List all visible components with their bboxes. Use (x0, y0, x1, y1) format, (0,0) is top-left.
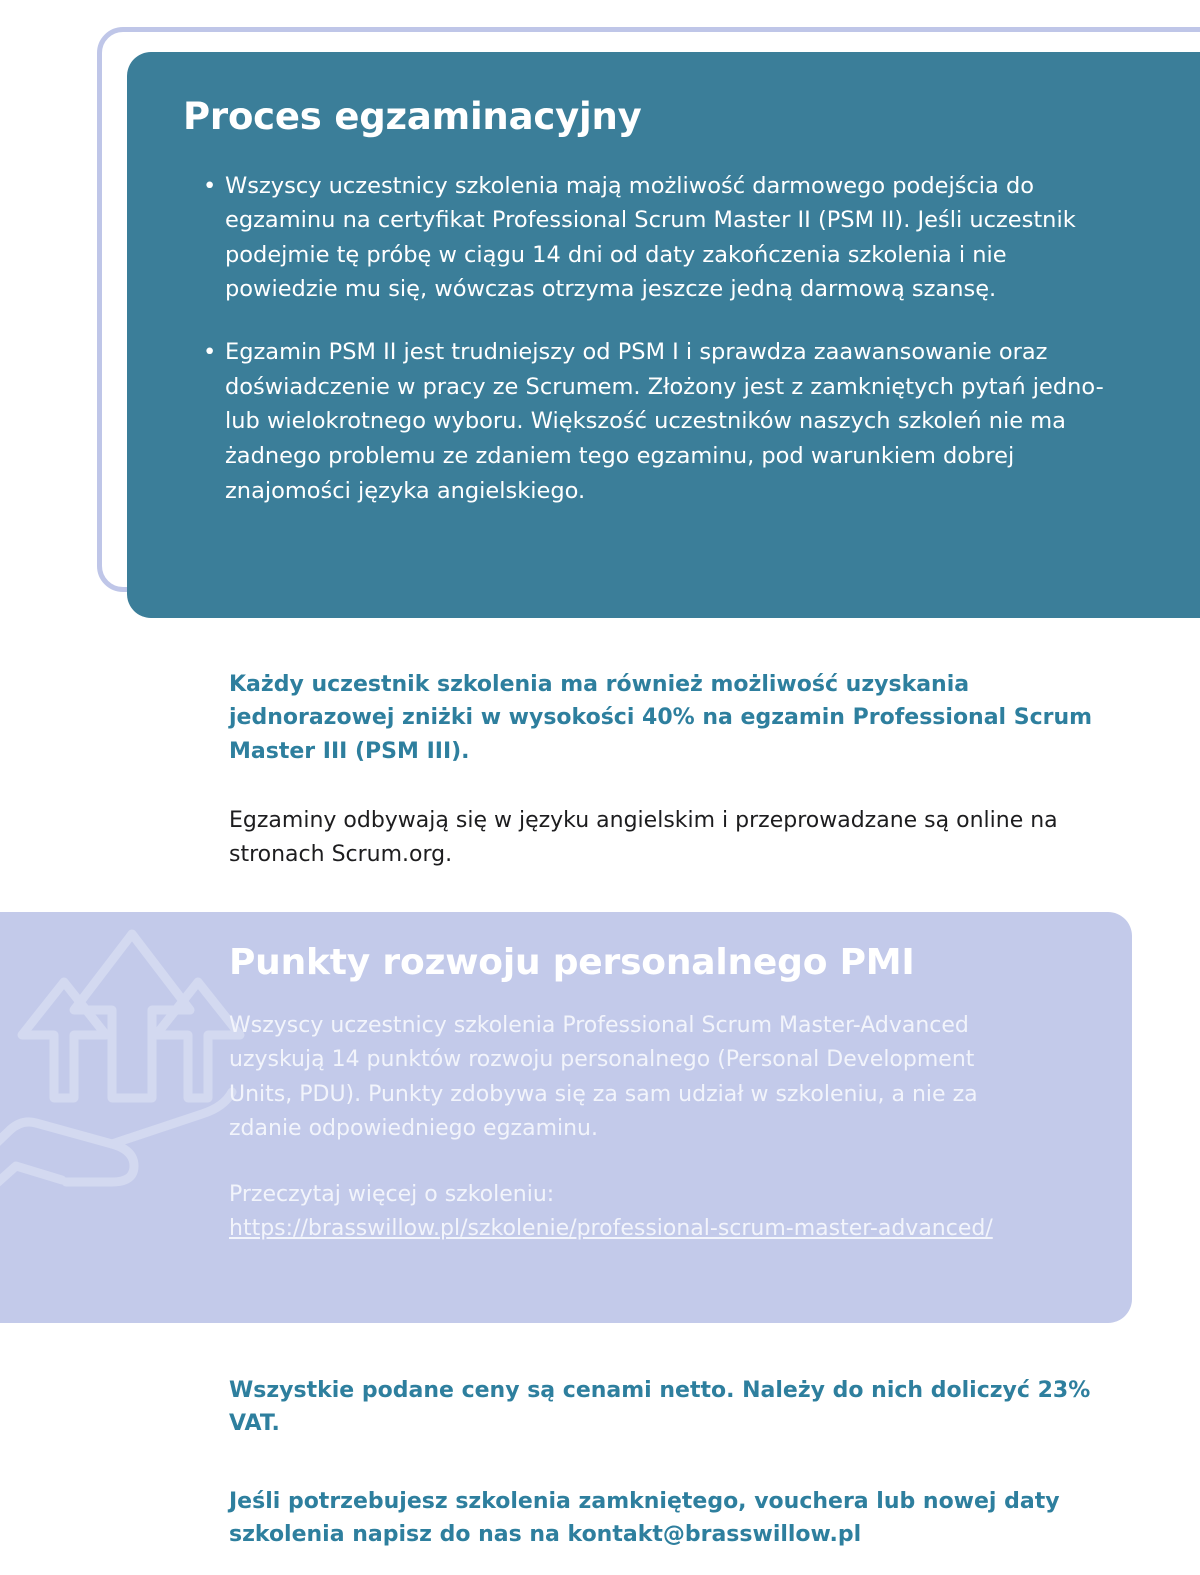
list-item-text: Wszyscy uczestnicy szkolenia mają możliwość darmowego podejścia do egzaminu na certyfikat Professional Scrum Master II (PSM II). Jeśli uczestnik podejmie tę próbę w ciągu 14 dni od daty zakończenia szkolenia i nie powiedzie mu się, wówczas otrzyma jeszcze jedną darmową szansę. (225, 172, 1076, 303)
vat-note-text: Wszystkie podane ceny są cenami netto. Należy do nich doliczyć 23% VAT. (229, 1378, 1091, 1437)
exam-process-bullet-list (183, 169, 1200, 509)
bullet-glyph: • (203, 339, 217, 366)
footer-notes-section (0, 1374, 1200, 1552)
pmi-read-more-block (229, 1178, 1029, 1246)
pmi-course-link[interactable]: https://brasswillow.pl/szkolenie/professional-scrum-master-advanced/ (229, 1215, 993, 1241)
discount-highlight-text: Każdy uczestnik szkolenia ma również możliwość uzyskania jednorazowej zniżki w wysokości 40% na egzamin Professional Scrum Master III (PSM III). (229, 672, 1093, 764)
exam-process-card (127, 52, 1200, 618)
pmi-read-more-label: Przeczytaj więcej o szkoleniu: (229, 1181, 555, 1207)
list-item-text: Egzamin PSM II jest trudniejszy od PSM I i sprawdza zaawansowanie oraz doświadczenie w pracy ze Scrumem. Złożony jest z zamkniętych pytań jedno- lub wielokrotnego wyboru. Większość uczestników naszych szkoleń nie ma żadnego problemu ze zdaniem tego egzaminu, pod warunkiem dobrej znajomości języka angielskiego. (225, 339, 1104, 504)
exam-process-section (0, 0, 1200, 640)
exam-process-title: Proces egzaminacyjny (183, 95, 642, 138)
pmi-panel-content (229, 942, 1044, 1246)
pmi-panel-body-text: Wszyscy uczestnicy szkolenia Professional Scrum Master-Advanced uzyskują 14 punktów rozwoju personalnego (Personal Development Units, PDU). Punkty zdobywa się za sam udział w szkoleniu, a nie za zdanie odpowiedniego egzaminu. (229, 1013, 978, 1141)
exam-language-text: Egzaminy odbywają się w języku angielskim i przeprowadzane są online na stronach Scrum.org. (229, 808, 1058, 867)
contact-note-text: Jeśli potrzebujesz szkolenia zamkniętego, vouchera lub nowej daty szkolenia napisz do nas na kontakt@brasswillow.pl (229, 1488, 1060, 1548)
list-item (183, 335, 1105, 508)
list-item (183, 169, 1105, 308)
pmi-pdu-panel (0, 912, 1132, 1323)
pmi-panel-title: Punkty rozwoju personalnego PMI (229, 942, 915, 983)
discount-note-section (0, 668, 1200, 871)
bullet-glyph: • (203, 172, 217, 199)
